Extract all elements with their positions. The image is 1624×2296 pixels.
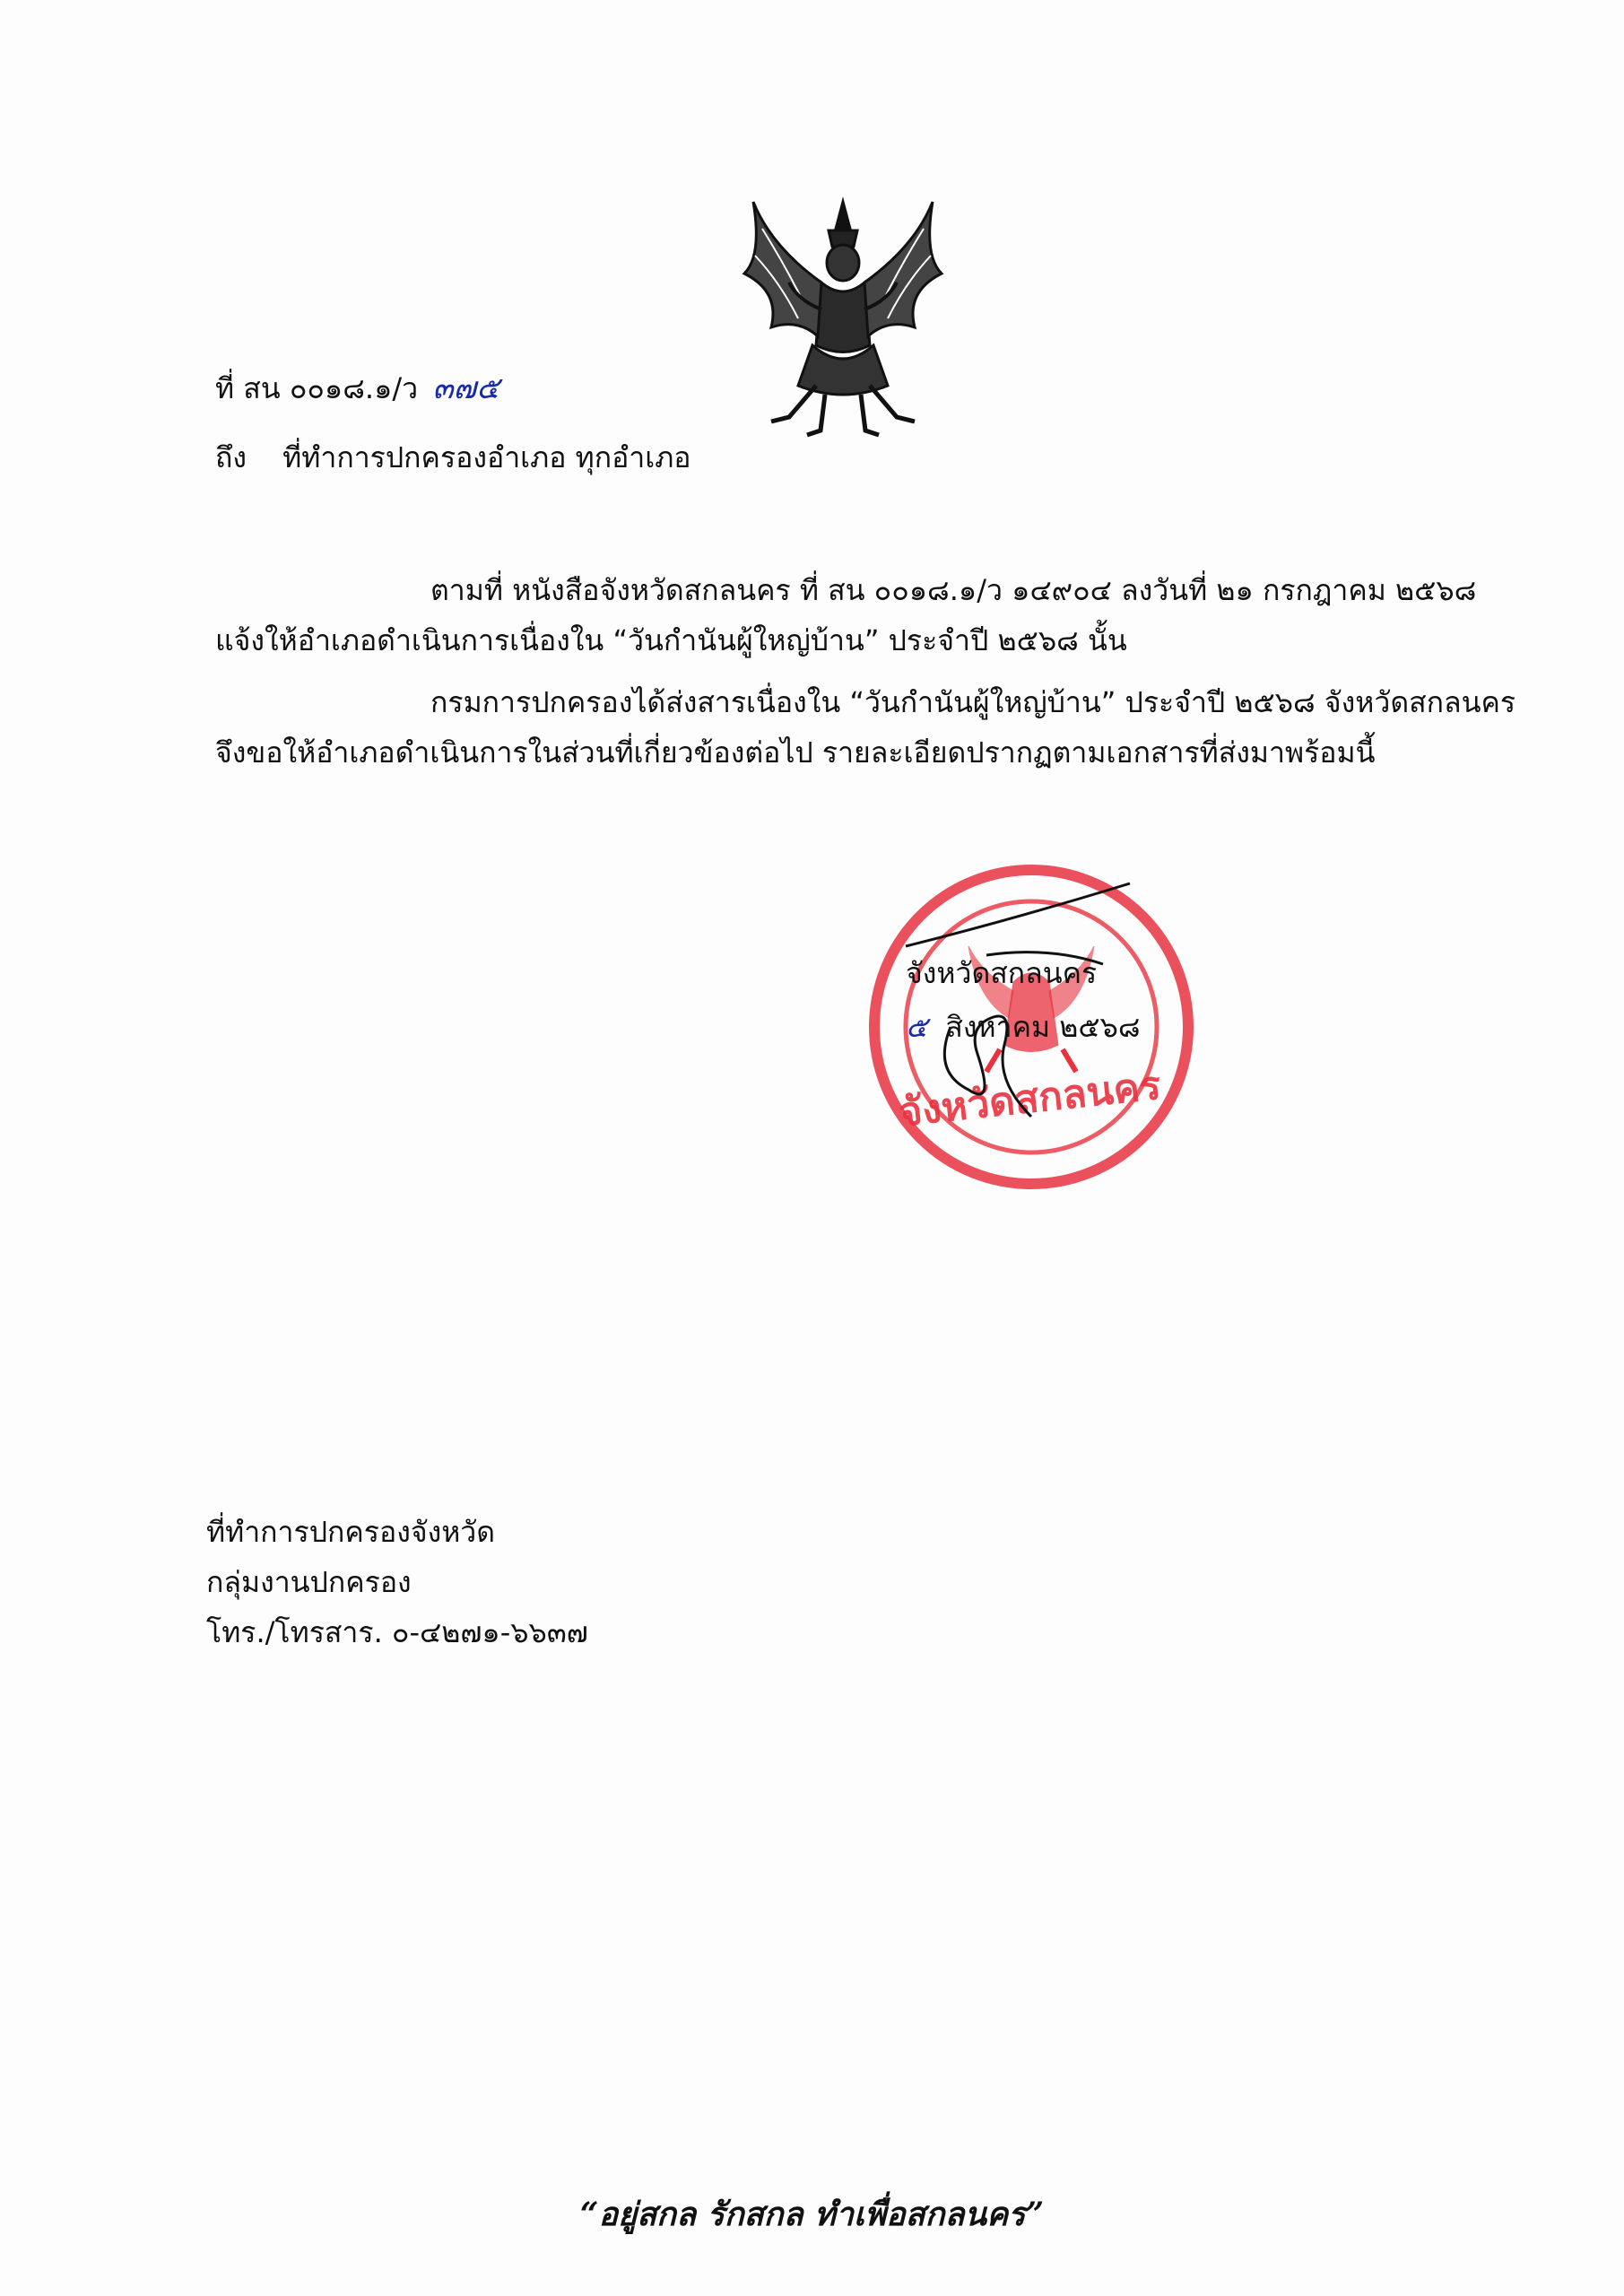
issuing-office (206, 1507, 588, 1657)
office-division: กลุ่มงานปกครอง (206, 1565, 412, 1599)
office-name: ที่ทำการปกครองจังหวัด (206, 1515, 496, 1549)
paragraph-line: แจ้งให้อำเภอดำเนินการเนื่องใน “วันกำนันผู้ใหญ่บ้าน” ประจำปี ๒๕๖๘ นั้น (215, 623, 1127, 657)
seal-stamp-text: จังหวัดสกลนคร (897, 1062, 1163, 1136)
reference-prefix: ที่ สน ๐๐๑๘.๑/ว (215, 371, 419, 405)
paragraph-line: ตามที่ หนังสือจังหวัดสกลนคร ที่ สน ๐๐๑๘.๑/ว ๑๔๙๐๔ ลงวันที่ ๒๑ กรกฎาคม ๒๕๖๘ (430, 573, 1477, 607)
seal-handwritten-day: ๕ (906, 1010, 928, 1044)
recipient: ที่ทำการปกครองอำเภอ ทุกอำเภอ (282, 440, 691, 474)
body-paragraph-2 (215, 677, 1516, 778)
to-label: ถึง (215, 440, 247, 474)
seal-province-line: จังหวัดสกลนคร (906, 956, 1098, 990)
office-phone: โทร./โทรสาร. ๐-๔๒๗๑-๖๖๓๗ (206, 1615, 588, 1649)
garuda-emblem (735, 193, 951, 439)
paragraph-line: จึงขอให้อำเภอดำเนินการในส่วนที่เกี่ยวข้องต่อไป รายละเอียดปรากฏตามเอกสารที่ส่งมาพร้อมนี้ (215, 735, 1376, 770)
recipient-line (215, 435, 691, 481)
seal-month-year: สิงหาคม ๒๕๖๘ (945, 1010, 1141, 1044)
paragraph-line: กรมการปกครองได้ส่งสารเนื่องใน “วันกำนันผู้ใหญ่บ้าน” ประจำปี ๒๕๖๘ จังหวัดสกลนคร (430, 685, 1516, 719)
seal-date-line (906, 1004, 1141, 1050)
body-paragraph-1 (215, 565, 1489, 665)
province-motto: “อยู่สกล รักสกล ทำเพื่อสกลนคร” (579, 2196, 1045, 2233)
reference-number (215, 363, 499, 412)
reference-handwritten-number: ๓๗๕ (432, 370, 499, 406)
